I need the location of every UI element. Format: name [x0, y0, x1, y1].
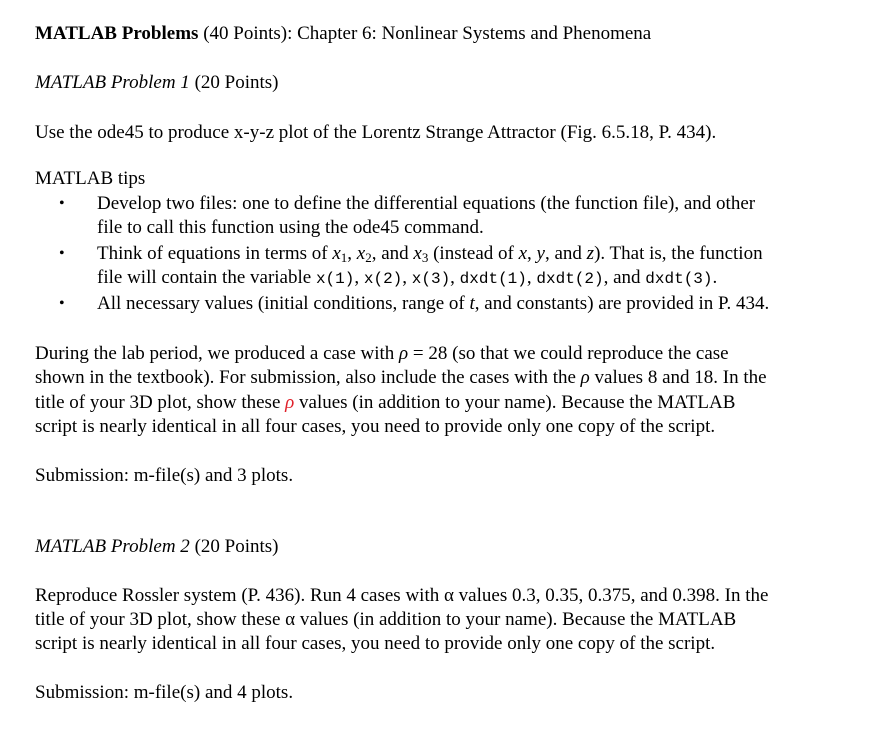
problem1-heading-label: MATLAB Problem 1 — [35, 72, 190, 93]
problem1-heading — [35, 71, 279, 95]
problem1-paragraph-line-2: shown in the textbook). For submission, also include the cases with the ρ values 8 and 18. In the — [35, 367, 767, 388]
rho-symbol-highlight: ρ — [285, 392, 295, 413]
problem2-submission: Submission: m-file(s) and 4 plots. — [35, 682, 294, 703]
rho-symbol: ρ — [399, 343, 409, 364]
problem2-heading — [35, 535, 279, 559]
tips-label: MATLAB tips — [35, 168, 146, 189]
problem2-line-3: script is nearly identical in all four cases, you need to provide only one copy of the script. — [35, 633, 716, 654]
tip-3: All necessary values (initial conditions, range of t, and constants) are provided in P. 434. — [97, 293, 770, 314]
problem1-paragraph-line-3: title of your 3D plot, show these ρ values (in addition to your name). Because the MATLAB — [35, 392, 736, 413]
tip-1-line-1: Develop two files: one to define the differential equations (the function file), and other — [97, 193, 756, 214]
bullet-icon: • — [59, 245, 65, 262]
tip-2-line-1: Think of equations in terms of $x_1$, $x_2$, and $x_3$ (instead of x, y, and z). That is, the function — [97, 243, 763, 265]
rho-symbol: ρ — [580, 367, 590, 388]
tip-1-line-2: file to call this function using the ode45 command. — [97, 217, 484, 238]
page-title-rest: (40 Points): Chapter 6: Nonlinear Systems and Phenomena — [198, 23, 652, 44]
bullet-icon: • — [59, 195, 65, 212]
page-title-bold: MATLAB Problems — [35, 23, 199, 44]
problem1-paragraph-line-1: During the lab period, we produced a case with ρ = 28 (so that we could reproduce the case — [35, 343, 729, 364]
problem1-submission: Submission: m-file(s) and 3 plots. — [35, 465, 294, 486]
page-title — [35, 22, 651, 46]
bullet-icon: • — [59, 295, 65, 312]
problem1-paragraph-line-4: script is nearly identical in all four cases, you need to provide only one copy of the script. — [35, 416, 716, 437]
tip-2-line-2: file will contain the variable x(1), x(2), x(3), dxdt(1), dxdt(2), and dxdt(3). — [97, 267, 718, 288]
problem2-line-2: title of your 3D plot, show these α values (in addition to your name). Because the MATLAB — [35, 609, 737, 630]
problem1-intro: Use the ode45 to produce x-y-z plot of the Lorentz Strange Attractor (Fig. 6.5.18, P. 434). — [35, 122, 717, 143]
problem1-heading-points: (20 Points) — [189, 72, 279, 93]
problem2-heading-points: (20 Points) — [189, 536, 279, 557]
problem2-heading-label: MATLAB Problem 2 — [35, 536, 190, 557]
problem2-line-1: Reproduce Rossler system (P. 436). Run 4 cases with α values 0.3, 0.35, 0.375, and 0.398. In the — [35, 585, 769, 606]
